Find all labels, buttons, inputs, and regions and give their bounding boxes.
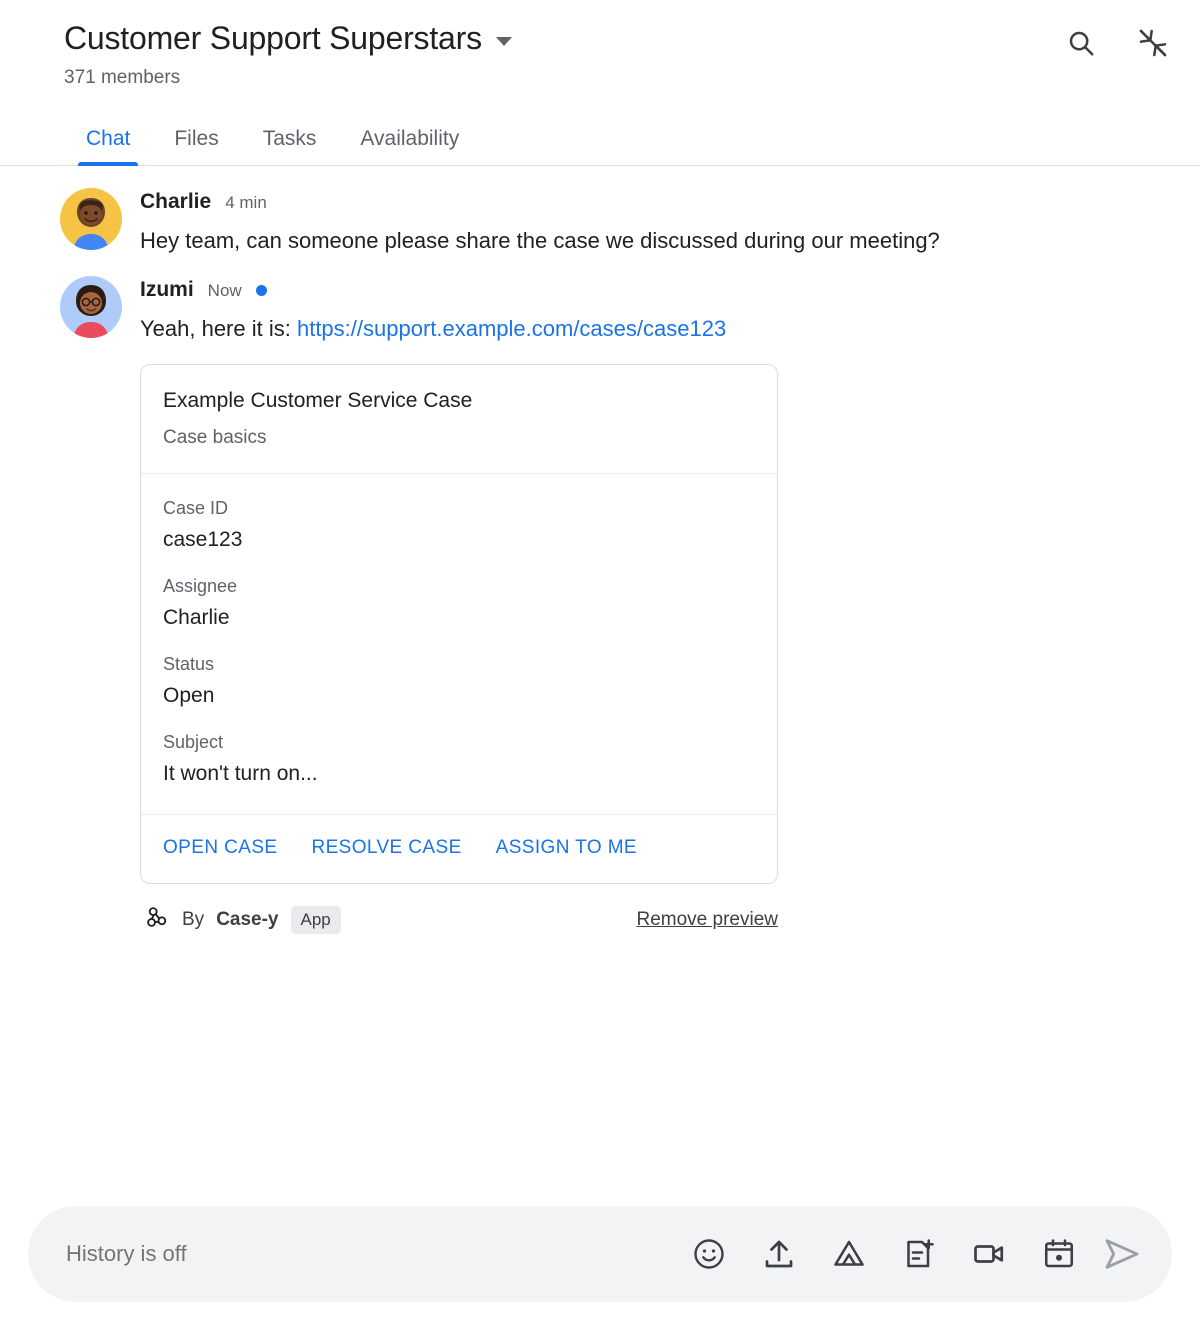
unread-indicator-icon (256, 285, 267, 296)
field-status (163, 652, 755, 710)
remove-preview-button[interactable]: Remove preview (636, 909, 778, 930)
composer-icons (690, 1235, 1078, 1273)
room-header (0, 0, 1200, 90)
document-add-icon[interactable] (900, 1235, 938, 1273)
message-text-prefix: Yeah, here it is: (140, 316, 297, 341)
tab-files[interactable]: Files (174, 127, 219, 150)
card-attribution (140, 904, 778, 936)
message-timestamp: 4 min (225, 193, 267, 212)
search-icon[interactable] (1064, 26, 1098, 60)
collapse-icon[interactable] (1136, 26, 1170, 60)
case-preview-card (140, 364, 778, 884)
message-text: Hey team, can someone please share the case we discussed during our meeting? (140, 228, 940, 253)
message-author: Izumi (140, 278, 194, 301)
message-text (140, 312, 1030, 346)
member-count: 371 members (64, 67, 181, 88)
card-header (141, 365, 777, 474)
emoji-icon[interactable] (690, 1235, 728, 1273)
field-label: Assignee (163, 576, 238, 596)
composer[interactable] (28, 1206, 1172, 1302)
card-fields (141, 474, 777, 815)
tab-availability[interactable]: Availability (360, 127, 460, 150)
field-value: case123 (163, 528, 243, 551)
video-call-icon[interactable] (970, 1235, 1008, 1273)
field-label: Case ID (163, 498, 229, 518)
field-case-id (163, 496, 755, 554)
case-link[interactable]: https://support.example.com/cases/case123 (296, 316, 727, 341)
message-list (0, 166, 1200, 1206)
message-timestamp: Now (207, 281, 242, 300)
card-title: Example Customer Service Case (163, 389, 473, 412)
tab-tasks[interactable]: Tasks (262, 127, 317, 150)
drive-icon[interactable] (830, 1235, 868, 1273)
message-item (0, 188, 1172, 276)
chevron-down-icon[interactable] (496, 37, 512, 46)
message-item (0, 276, 1172, 954)
tab-chat[interactable]: Chat (64, 127, 152, 165)
field-label: Subject (163, 732, 224, 752)
status-badge: App (291, 906, 341, 934)
card-actions (141, 815, 777, 883)
message-author: Charlie (140, 190, 212, 213)
room-title-row[interactable] (64, 18, 1172, 58)
field-value: It won't turn on... (163, 762, 318, 785)
message-body (140, 276, 1172, 936)
card-subtitle: Case basics (163, 427, 267, 448)
send-icon[interactable] (1100, 1232, 1144, 1276)
message-input[interactable] (64, 1240, 690, 1268)
avatar[interactable] (60, 188, 122, 250)
attribution-by-label: By (182, 909, 205, 930)
attribution-app-name: Case-y (216, 909, 279, 930)
composer-area (0, 1206, 1200, 1336)
webhook-icon (144, 904, 170, 936)
message-header (140, 278, 1172, 302)
page-title: Customer Support Superstars (64, 20, 482, 56)
calendar-icon[interactable] (1040, 1235, 1078, 1273)
field-value: Open (163, 684, 215, 707)
message-header (140, 190, 1172, 214)
avatar[interactable] (60, 276, 122, 338)
open-case-button[interactable]: OPEN CASE (163, 837, 278, 858)
attribution-left (144, 904, 341, 936)
resolve-case-button[interactable]: RESOLVE CASE (311, 837, 462, 858)
field-value: Charlie (163, 606, 230, 629)
upload-icon[interactable] (760, 1235, 798, 1273)
tab-bar (0, 112, 1200, 166)
assign-to-me-button[interactable]: ASSIGN TO ME (495, 837, 637, 858)
message-body (140, 188, 1172, 258)
field-assignee (163, 574, 755, 632)
header-actions (1064, 26, 1170, 60)
field-label: Status (163, 654, 215, 674)
field-subject (163, 730, 755, 788)
